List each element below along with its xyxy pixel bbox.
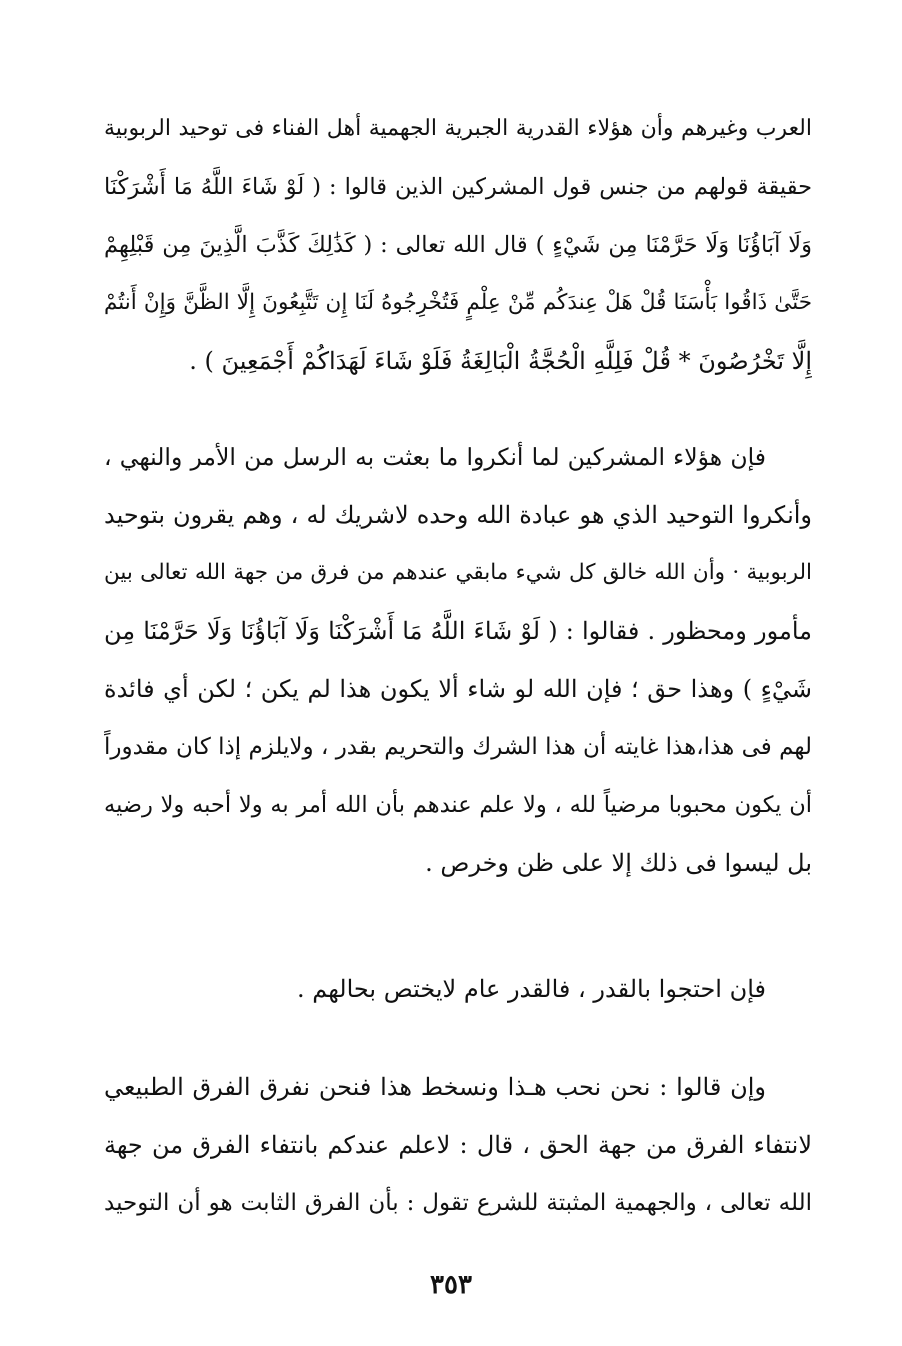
text-line: الربوبية · وأن الله خالق كل شيء مابقي عندهم من فرق من جهة الله تعالى بين	[104, 560, 812, 585]
page-number: ٣٥٣	[430, 1270, 472, 1300]
paragraph-3	[104, 960, 812, 1018]
text-line: مأمور ومحظور . فقالوا : ( لَوْ شَاءَ اللَّهُ مَا أَشْرَكْنَا وَلَا آبَاؤُنَا وَلَا حَرَّمْنَا مِن	[104, 617, 812, 645]
text-line: حقيقة قولهم من جنس قول المشركين الذين قالوا : ( لَوْ شَاءَ اللَّهُ مَا أَشْرَكْنَا	[104, 174, 812, 200]
text-line: أن يكون محبوبا مرضياً لله ، ولا علم عندهم بأن الله أمر به ولا أحبه ولا رضيه	[104, 792, 812, 818]
text-line: بل ليسوا فى ذلك إلا على ظن وخرص .	[425, 849, 812, 877]
text-line: إِلَّا تَخْرُصُونَ * قُلْ فَلِلَّهِ الْحُجَّةُ الْبَالِغَةُ فَلَوْ شَاءَ لَهَدَاكُمْ أَجْمَعِينَ ) .	[189, 347, 812, 375]
text-line: فإن احتجوا بالقدر ، فالقدر عام لايختص بحالهم .	[296, 975, 766, 1003]
text-line: حَتَّىٰ ذَاقُوا بَأْسَنَا قُلْ هَلْ عِندَكُم مِّنْ عِلْمٍ فَتُخْرِجُوهُ لَنَا إِن تَتَّبِعُونَ إِلَّا الظَّنَّ وَإِنْ أَنتُمْ	[104, 290, 812, 315]
paragraph-4	[104, 1058, 812, 1232]
paragraph-1	[104, 100, 812, 390]
text-line: وَلَا آبَاؤُنَا وَلَا حَرَّمْنَا مِن شَيْءٍ ) قال الله تعالى : ( كَذَٰلِكَ كَذَّبَ الَّذِينَ مِن قَبْلِهِمْ	[104, 232, 812, 258]
text-line: العرب وغيرهم وأن هؤلاء القدرية الجبرية الجهمية أهل الفناء فى توحيد الربوبية	[104, 116, 812, 141]
text-line: وإن قالوا : نحن نحب هـذا ونسخط هذا فنحن نفرق الفرق الطبيعي	[104, 1073, 766, 1101]
text-line: وأنكروا التوحيد الذي هو عبادة الله وحده لاشريك له ، وهم يقرون بتوحيد	[104, 501, 812, 529]
text-line: الله تعالى ، والجهمية المثبتة للشرع تقول : بأن الفرق الثابت هو أن التوحيد	[104, 1190, 812, 1216]
text-line: لهم فى هذا،هذا غايته أن هذا الشرك والتحريم بقدر ، ولايلزم إذا كان مقدوراً	[104, 734, 812, 760]
text-line: فإن هؤلاء المشركين لما أنكروا ما بعثت به الرسل من الأمر والنهي ،	[104, 443, 766, 471]
text-line: شَيْءٍ ) وهذا حق ؛ فإن الله لو شاء ألا يكون هذا لم يكن ؛ لكن أي فائدة	[104, 675, 812, 703]
text-line: لانتفاء الفرق من جهة الحق ، قال : لاعلم عندكم بانتفاء الفرق من جهة	[104, 1131, 812, 1159]
paragraph-2	[104, 428, 812, 892]
